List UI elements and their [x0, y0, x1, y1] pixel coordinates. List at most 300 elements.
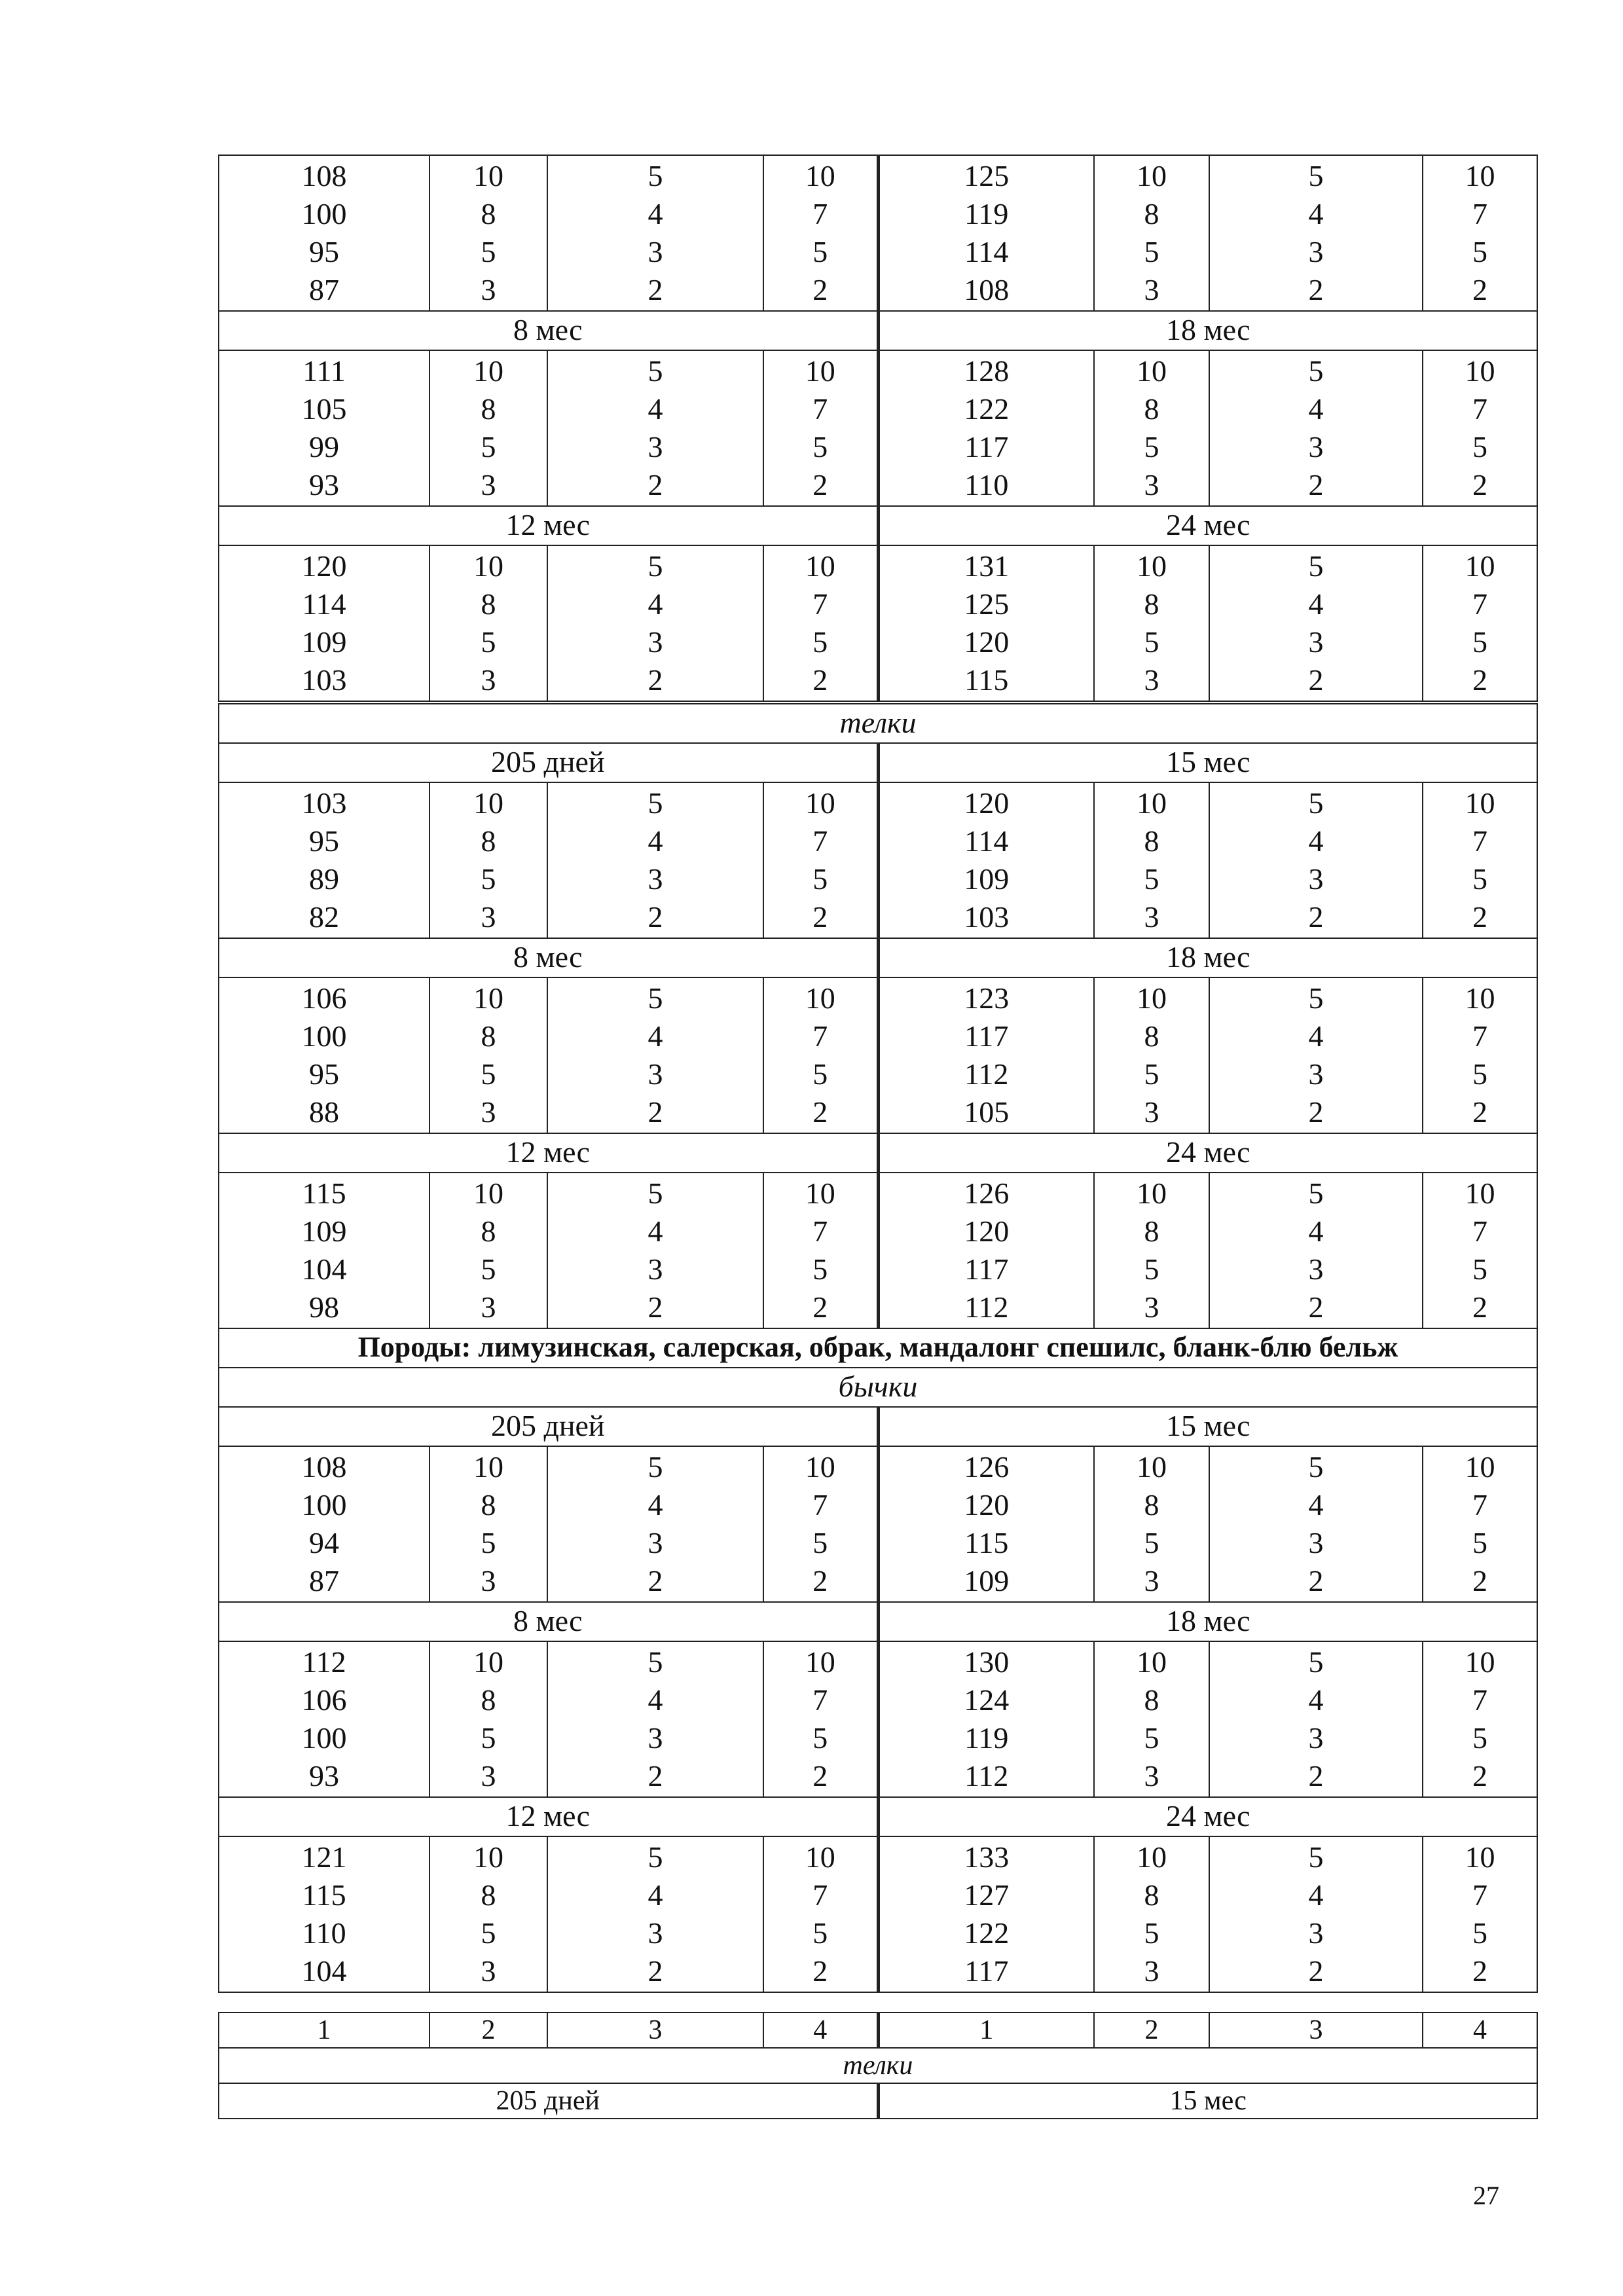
cell-value: 10 — [1465, 1176, 1495, 1210]
table-cell — [547, 155, 763, 311]
age-header-right: 15 мес — [878, 2083, 1537, 2119]
table-cell — [547, 1173, 763, 1328]
cell-value: 2 — [1308, 1564, 1324, 1597]
cell-value: 4 — [1308, 1878, 1324, 1912]
cell-value: 131 — [964, 549, 1010, 583]
cell-value: 2 — [1308, 1954, 1324, 1988]
cell-value: 5 — [1308, 159, 1324, 192]
age-header-right: 15 мес — [878, 743, 1537, 782]
table-cell — [219, 977, 429, 1133]
table-row — [219, 155, 1537, 311]
breeds-heading-row — [219, 1328, 1537, 1368]
cell-value: 7 — [812, 197, 828, 230]
age-header-row — [219, 938, 1537, 977]
cell-value: 3 — [647, 1721, 663, 1755]
cell-value: 10 — [1137, 549, 1167, 583]
table-cell — [763, 977, 878, 1133]
column-number: 4 — [763, 2013, 878, 2048]
cell-value: 130 — [964, 1645, 1010, 1679]
cell-value: 114 — [964, 235, 1009, 268]
cell-value: 5 — [1308, 1840, 1324, 1874]
table-cell — [219, 545, 429, 702]
table-cell — [219, 1836, 429, 1992]
cell-value: 10 — [1137, 354, 1167, 388]
cell-value: 8 — [481, 197, 496, 230]
cell-value: 3 — [1308, 1526, 1324, 1559]
cell-value: 10 — [805, 981, 835, 1015]
table-cell — [1423, 1836, 1537, 1992]
section-label-row — [219, 702, 1537, 743]
age-header-left: 12 мес — [219, 506, 878, 545]
cell-value: 2 — [647, 1290, 663, 1324]
cell-value: 2 — [1308, 1290, 1324, 1324]
cell-value: 10 — [1465, 981, 1495, 1015]
table-cell — [429, 350, 547, 506]
cell-value: 8 — [1144, 1019, 1159, 1053]
cell-value: 103 — [301, 663, 347, 697]
cell-value: 104 — [301, 1252, 347, 1286]
table-row — [219, 1641, 1537, 1797]
cell-value: 95 — [309, 824, 339, 858]
cell-value: 7 — [1472, 1214, 1487, 1248]
cell-value: 10 — [1137, 1645, 1167, 1679]
cell-value: 3 — [647, 235, 663, 268]
age-header-row — [219, 1797, 1537, 1836]
cell-value: 5 — [647, 1450, 663, 1484]
cell-value: 112 — [964, 1057, 1009, 1091]
cell-value: 2 — [1472, 1954, 1487, 1988]
cell-value: 3 — [1144, 1759, 1159, 1793]
cell-value: 10 — [1137, 1840, 1167, 1874]
cell-value: 4 — [647, 1488, 663, 1522]
cell-value: 112 — [964, 1759, 1009, 1793]
cell-value: 2 — [1472, 1095, 1487, 1129]
cell-value: 10 — [473, 354, 503, 388]
age-header-left: 8 мес — [219, 938, 878, 977]
cell-value: 5 — [1308, 354, 1324, 388]
cell-value: 5 — [812, 1916, 828, 1950]
cell-value: 3 — [1144, 1290, 1159, 1324]
cell-value: 7 — [812, 1214, 828, 1248]
table-cell — [1209, 1173, 1423, 1328]
cell-value: 5 — [1144, 1526, 1159, 1559]
cell-value: 10 — [805, 1840, 835, 1874]
cell-value: 8 — [481, 1683, 496, 1717]
cell-value: 2 — [647, 1759, 663, 1793]
cell-value: 4 — [1308, 824, 1324, 858]
cell-value: 8 — [481, 1488, 496, 1522]
table-cell — [1209, 155, 1423, 311]
age-header-left: 8 мес — [219, 1602, 878, 1641]
cell-value: 5 — [1144, 1721, 1159, 1755]
cell-value: 3 — [1144, 900, 1159, 934]
cell-value: 109 — [301, 1214, 347, 1248]
table-cell — [878, 155, 1094, 311]
table-cell — [547, 1641, 763, 1797]
cell-value: 7 — [1472, 824, 1487, 858]
cell-value: 2 — [647, 900, 663, 934]
cell-value: 2 — [1472, 273, 1487, 306]
table-cell — [1423, 1173, 1537, 1328]
cell-value: 5 — [647, 354, 663, 388]
table-cell — [1423, 782, 1537, 938]
table-cell — [1209, 1446, 1423, 1602]
table-cell — [219, 1641, 429, 1797]
cell-value: 10 — [1465, 159, 1495, 192]
table-cell — [1423, 977, 1537, 1133]
cell-value: 10 — [1137, 1176, 1167, 1210]
cell-value: 7 — [812, 392, 828, 426]
age-header-right: 18 мес — [878, 311, 1537, 350]
cell-value: 5 — [1144, 862, 1159, 896]
page-number: 27 — [1473, 2181, 1499, 2210]
cell-value: 106 — [301, 1683, 347, 1717]
age-header-left: 205 дней — [219, 1407, 878, 1446]
table-cell — [1209, 1836, 1423, 1992]
cell-value: 124 — [964, 1683, 1010, 1717]
cell-value: 120 — [964, 625, 1010, 659]
cell-value: 3 — [1144, 468, 1159, 501]
cell-value: 5 — [1472, 1526, 1487, 1559]
cell-value: 2 — [1472, 900, 1487, 934]
cell-value: 121 — [301, 1840, 347, 1874]
cell-value: 4 — [1308, 1488, 1324, 1522]
table-row — [219, 977, 1537, 1133]
cell-value: 2 — [812, 1290, 828, 1324]
age-header-left: 12 мес — [219, 1797, 878, 1836]
table-cell — [878, 350, 1094, 506]
cell-value: 2 — [647, 1954, 663, 1988]
cell-value: 2 — [1308, 663, 1324, 697]
cell-value: 10 — [473, 1840, 503, 1874]
table-row — [219, 782, 1537, 938]
cell-value: 10 — [1465, 1840, 1495, 1874]
cell-value: 4 — [647, 1683, 663, 1717]
table-cell — [219, 1173, 429, 1328]
cell-value: 4 — [1308, 1214, 1324, 1248]
cell-value: 5 — [1472, 1916, 1487, 1950]
cell-value: 7 — [1472, 1878, 1487, 1912]
cell-value: 115 — [964, 1526, 1009, 1559]
table-cell — [1423, 545, 1537, 702]
cell-value: 10 — [1137, 786, 1167, 820]
cell-value: 110 — [964, 468, 1009, 501]
age-header-right: 15 мес — [878, 1407, 1537, 1446]
cell-value: 2 — [647, 273, 663, 306]
table-cell — [763, 1173, 878, 1328]
cell-value: 3 — [1308, 1057, 1324, 1091]
cell-value: 4 — [647, 824, 663, 858]
cell-value: 5 — [647, 159, 663, 192]
cell-value: 5 — [812, 235, 828, 268]
table-cell — [429, 1836, 547, 1992]
cell-value: 108 — [964, 273, 1010, 306]
age-header-right: 18 мес — [878, 1602, 1537, 1641]
age-header-right: 24 мес — [878, 1133, 1537, 1173]
cell-value: 4 — [1308, 1019, 1324, 1053]
cell-value: 5 — [647, 1176, 663, 1210]
cell-value: 2 — [1308, 900, 1324, 934]
age-header-right: 24 мес — [878, 506, 1537, 545]
cell-value: 2 — [1472, 663, 1487, 697]
cell-value: 3 — [1144, 1954, 1159, 1988]
age-header-row — [219, 743, 1537, 782]
cell-value: 5 — [647, 786, 663, 820]
table-cell — [429, 1173, 547, 1328]
cell-value: 8 — [481, 1214, 496, 1248]
cell-value: 10 — [1137, 1450, 1167, 1484]
cell-value: 7 — [812, 1019, 828, 1053]
cell-value: 5 — [1472, 625, 1487, 659]
cell-value: 2 — [1472, 1290, 1487, 1324]
cell-value: 8 — [481, 1878, 496, 1912]
cell-value: 2 — [1308, 1759, 1324, 1793]
cell-value: 4 — [647, 1019, 663, 1053]
cell-value: 2 — [1472, 1759, 1487, 1793]
table-cell — [1423, 1641, 1537, 1797]
cell-value: 108 — [301, 159, 347, 192]
main-table-container — [218, 155, 1537, 1993]
table-cell — [763, 782, 878, 938]
cell-value: 2 — [647, 1564, 663, 1597]
cell-value: 89 — [309, 862, 339, 896]
cell-value: 5 — [1308, 981, 1324, 1015]
cell-value: 10 — [473, 1645, 503, 1679]
table-cell — [429, 1641, 547, 1797]
cell-value: 10 — [805, 549, 835, 583]
cell-value: 5 — [647, 981, 663, 1015]
breeds-heading: Породы: лимузинская, салерская, обрак, мандалонг спешилс, бланк-блю бельж — [219, 1328, 1537, 1368]
table-cell — [1423, 350, 1537, 506]
cell-value: 8 — [1144, 587, 1159, 621]
table-cell — [547, 977, 763, 1133]
cell-value: 95 — [309, 235, 339, 268]
cell-value: 2 — [1472, 468, 1487, 501]
age-header-row — [219, 506, 1537, 545]
cell-value: 10 — [1137, 159, 1167, 192]
cell-value: 10 — [805, 354, 835, 388]
table-cell — [1094, 1173, 1209, 1328]
column-number: 3 — [547, 2013, 763, 2048]
cell-value: 5 — [812, 862, 828, 896]
cell-value: 114 — [964, 824, 1009, 858]
cell-value: 5 — [481, 1721, 496, 1755]
cell-value: 5 — [812, 1526, 828, 1559]
cell-value: 3 — [1144, 273, 1159, 306]
column-number: 1 — [878, 2013, 1094, 2048]
section-label-row — [219, 1368, 1537, 1407]
age-header-row — [219, 1133, 1537, 1173]
cell-value: 115 — [302, 1176, 346, 1210]
cell-value: 5 — [1144, 1916, 1159, 1950]
cell-value: 5 — [1472, 1721, 1487, 1755]
table-cell — [547, 782, 763, 938]
table-cell — [763, 1836, 878, 1992]
cell-value: 8 — [1144, 824, 1159, 858]
cell-value: 5 — [1308, 549, 1324, 583]
table-cell — [763, 1446, 878, 1602]
cell-value: 8 — [481, 1019, 496, 1053]
cell-value: 100 — [301, 1019, 347, 1053]
column-number: 2 — [429, 2013, 547, 2048]
table-cell — [1423, 1446, 1537, 1602]
table-cell — [878, 1173, 1094, 1328]
table-cell — [1094, 350, 1209, 506]
cell-value: 7 — [812, 1878, 828, 1912]
cell-value: 117 — [964, 430, 1009, 464]
table-cell — [763, 155, 878, 311]
cell-value: 120 — [301, 549, 347, 583]
cell-value: 5 — [1308, 1645, 1324, 1679]
section-label: бычки — [219, 1368, 1537, 1407]
table-cell — [1094, 1641, 1209, 1797]
cell-value: 3 — [481, 1095, 496, 1129]
table-cell — [878, 1641, 1094, 1797]
cell-value: 5 — [1144, 430, 1159, 464]
table-cell — [1094, 1446, 1209, 1602]
cell-value: 100 — [301, 1721, 347, 1755]
cell-value: 87 — [309, 273, 339, 306]
cell-value: 128 — [964, 354, 1010, 388]
cell-value: 5 — [481, 430, 496, 464]
cell-value: 88 — [309, 1095, 339, 1129]
column-number: 3 — [1209, 2013, 1423, 2048]
cell-value: 5 — [481, 1057, 496, 1091]
cell-value: 99 — [309, 430, 339, 464]
cell-value: 4 — [647, 1214, 663, 1248]
cell-value: 123 — [964, 981, 1010, 1015]
cell-value: 2 — [812, 273, 828, 306]
cell-value: 4 — [647, 392, 663, 426]
cell-value: 5 — [1144, 625, 1159, 659]
cell-value: 8 — [1144, 1683, 1159, 1717]
cell-value: 119 — [964, 197, 1009, 230]
cell-value: 8 — [481, 824, 496, 858]
cell-value: 4 — [647, 587, 663, 621]
cell-value: 127 — [964, 1878, 1010, 1912]
cell-value: 117 — [964, 1954, 1009, 1988]
table-cell — [1094, 155, 1209, 311]
age-header-left: 12 мес — [219, 1133, 878, 1173]
cell-value: 10 — [473, 981, 503, 1015]
cell-value: 3 — [647, 862, 663, 896]
cell-value: 103 — [301, 786, 347, 820]
cell-value: 3 — [481, 468, 496, 501]
cell-value: 8 — [1144, 1214, 1159, 1248]
cell-value: 3 — [647, 625, 663, 659]
cell-value: 4 — [1308, 197, 1324, 230]
table-cell — [878, 545, 1094, 702]
table-cell — [878, 782, 1094, 938]
cell-value: 5 — [1472, 430, 1487, 464]
cell-value: 93 — [309, 468, 339, 501]
cell-value: 2 — [1308, 1095, 1324, 1129]
cell-value: 3 — [481, 663, 496, 697]
cell-value: 5 — [1144, 1057, 1159, 1091]
cell-value: 109 — [964, 1564, 1010, 1597]
cell-value: 7 — [812, 587, 828, 621]
table-cell — [1094, 977, 1209, 1133]
table-cell — [763, 1641, 878, 1797]
cell-value: 5 — [481, 1252, 496, 1286]
cell-value: 109 — [301, 625, 347, 659]
cell-value: 3 — [1308, 1252, 1324, 1286]
cell-value: 3 — [481, 1954, 496, 1988]
table-row — [219, 1173, 1537, 1328]
cell-value: 5 — [647, 549, 663, 583]
cell-value: 5 — [812, 1252, 828, 1286]
cell-value: 108 — [301, 1450, 347, 1484]
cell-value: 5 — [481, 1526, 496, 1559]
age-header-row — [219, 311, 1537, 350]
cell-value: 3 — [647, 1057, 663, 1091]
cell-value: 112 — [964, 1290, 1009, 1324]
cell-value: 120 — [964, 786, 1010, 820]
cell-value: 3 — [1144, 1564, 1159, 1597]
cell-value: 100 — [301, 197, 347, 230]
cell-value: 3 — [481, 900, 496, 934]
cell-value: 5 — [647, 1645, 663, 1679]
cell-value: 4 — [647, 197, 663, 230]
cell-value: 125 — [964, 159, 1010, 192]
cell-value: 7 — [1472, 1488, 1487, 1522]
table-cell — [1423, 155, 1537, 311]
age-header-right: 18 мес — [878, 938, 1537, 977]
main-table — [218, 155, 1538, 1993]
age-header-left: 205 дней — [219, 743, 878, 782]
cell-value: 104 — [301, 1954, 347, 1988]
cell-value: 2 — [1308, 468, 1324, 501]
table-cell — [878, 1836, 1094, 1992]
cell-value: 119 — [964, 1721, 1009, 1755]
table-row — [219, 1446, 1537, 1602]
cell-value: 117 — [964, 1019, 1009, 1053]
cell-value: 5 — [1472, 862, 1487, 896]
table-cell — [1209, 782, 1423, 938]
table-cell — [219, 1446, 429, 1602]
table-cell — [763, 545, 878, 702]
cell-value: 10 — [805, 1176, 835, 1210]
column-number: 2 — [1094, 2013, 1209, 2048]
cell-value: 8 — [481, 587, 496, 621]
cell-value: 3 — [481, 1290, 496, 1324]
cell-value: 93 — [309, 1759, 339, 1793]
cell-value: 125 — [964, 587, 1010, 621]
cell-value: 7 — [812, 1683, 828, 1717]
table-cell — [1209, 545, 1423, 702]
column-number: 4 — [1423, 2013, 1537, 2048]
table-cell — [763, 350, 878, 506]
cell-value: 3 — [1144, 1095, 1159, 1129]
cell-value: 10 — [473, 1176, 503, 1210]
cell-value: 8 — [1144, 392, 1159, 426]
cell-value: 122 — [964, 1916, 1010, 1950]
cell-value: 87 — [309, 1564, 339, 1597]
cell-value: 2 — [647, 1095, 663, 1129]
cell-value: 3 — [1308, 430, 1324, 464]
cell-value: 4 — [1308, 392, 1324, 426]
cell-value: 120 — [964, 1214, 1010, 1248]
table-cell — [429, 977, 547, 1133]
cell-value: 2 — [812, 468, 828, 501]
table-row — [219, 350, 1537, 506]
cell-value: 117 — [964, 1252, 1009, 1286]
cell-value: 82 — [309, 900, 339, 934]
cell-value: 7 — [1472, 1683, 1487, 1717]
cell-value: 122 — [964, 392, 1010, 426]
cell-value: 10 — [1465, 354, 1495, 388]
cell-value: 8 — [481, 392, 496, 426]
